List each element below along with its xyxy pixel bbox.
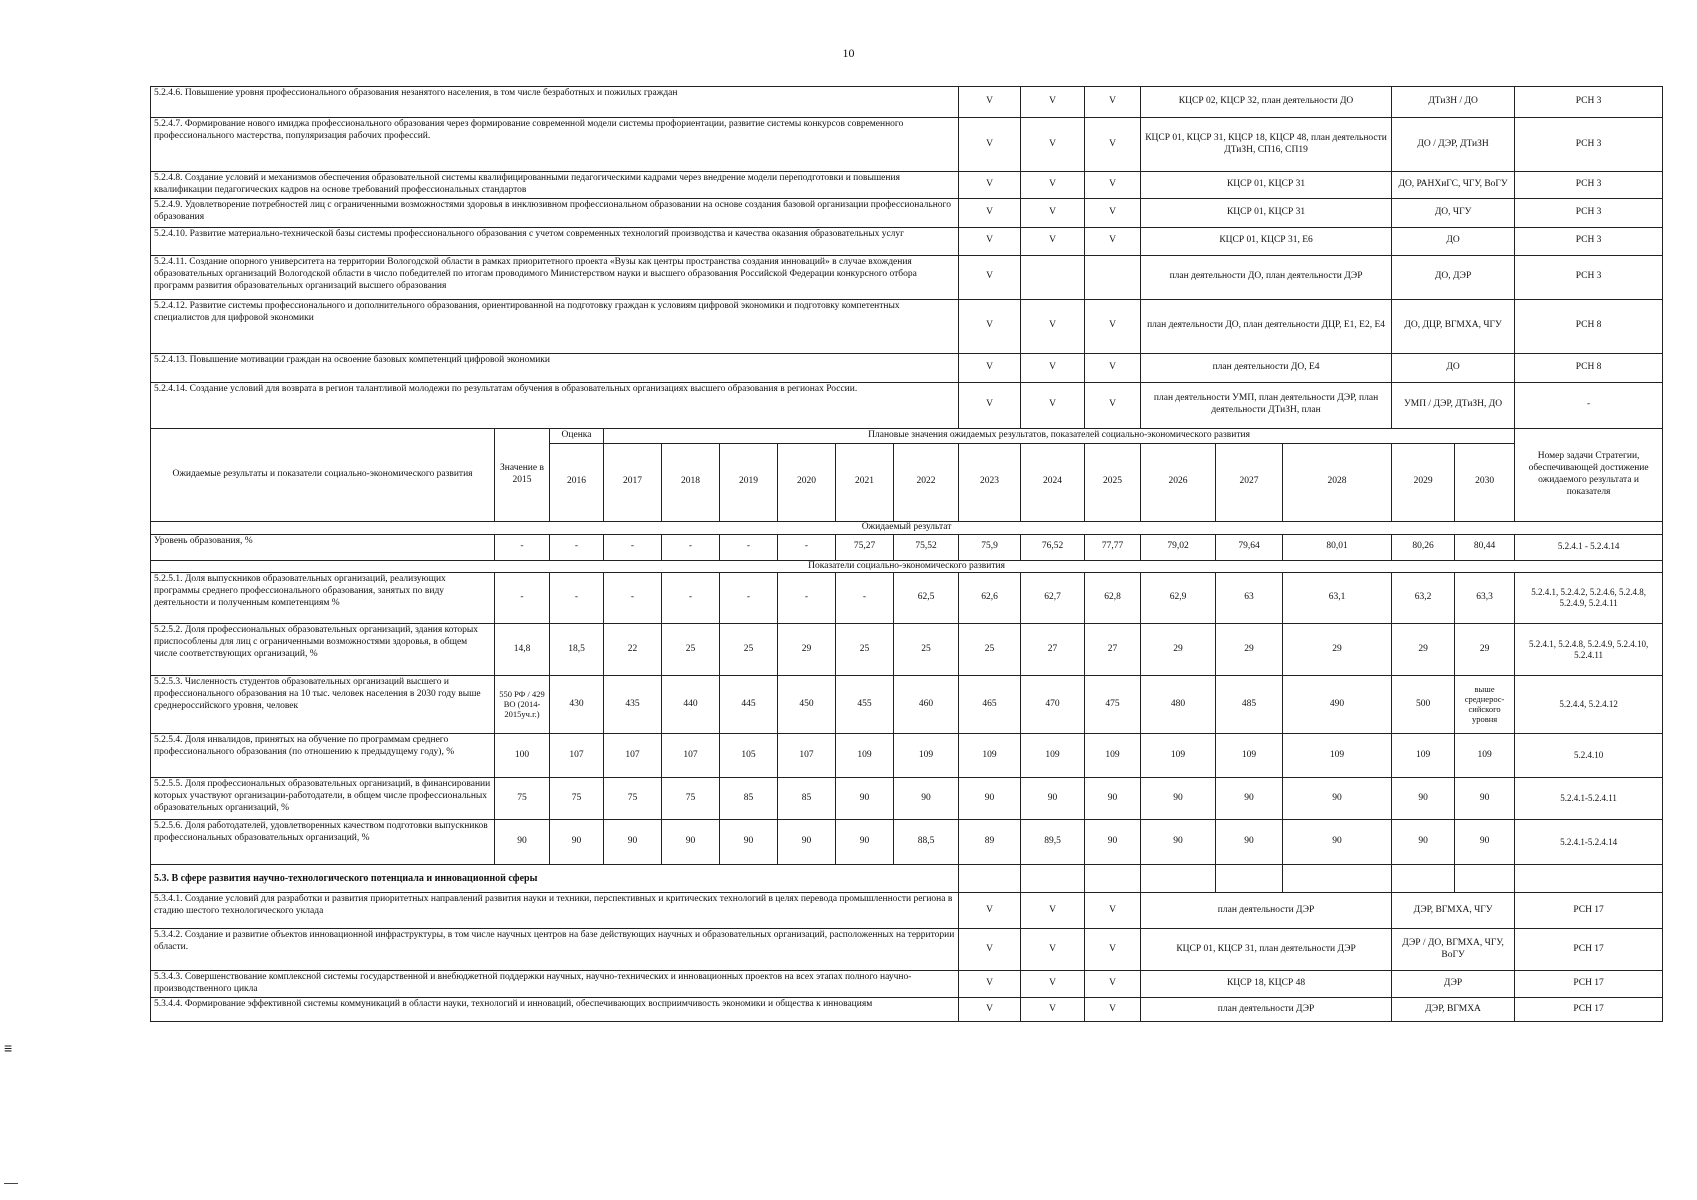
year-header: 2028 [1283, 443, 1392, 521]
indicator-value: 90 [1021, 778, 1085, 820]
period-mark-3: V [1085, 353, 1141, 382]
indicator-name: 5.2.5.4. Доля инвалидов, принятых на обучение по программам среднего профессионального образования (по отношению к предыдущему году), % [151, 734, 495, 778]
indicator-value: 109 [894, 734, 959, 778]
executors: ДО, ДЭР [1392, 255, 1515, 299]
indicator-name: 5.2.5.5. Доля профессиональных образовательных организаций, в финансировании которых участвуют организации-работодатели, в общем числе профессиональных образовательных организаций, % [151, 778, 495, 820]
task-number: РСН 3 [1515, 118, 1663, 172]
period-mark-1: V [959, 87, 1021, 118]
action-text: 5.2.4.7. Формирование нового имиджа профессионального образования через формирование современной модели системы профориентации, развитие системы конкурсов современного профессионального мастерства, популяризация рабочих профессий. [151, 118, 959, 172]
executors: ДЭР [1392, 971, 1515, 998]
actions-block-a [151, 87, 1663, 429]
indicator-value: 550 РФ / 429 ВО (2014-2015уч.г.) [495, 676, 550, 734]
indicator-value: 25 [894, 624, 959, 676]
period-mark-1: V [959, 255, 1021, 299]
indicator-value: 490 [1283, 676, 1392, 734]
indicator-value: 29 [1392, 624, 1455, 676]
indicator-value: 63,3 [1455, 573, 1515, 624]
expected-result-band: Ожидаемый результат [151, 521, 1663, 534]
indicator-value: 109 [1216, 734, 1283, 778]
year-header: 2016 [550, 443, 604, 521]
funding-source: КЦСР 01, КЦСР 31 [1141, 198, 1392, 227]
indicator-name: Уровень образования, % [151, 534, 495, 560]
actions-block-b [151, 893, 1663, 1022]
indicator-value: 25 [662, 624, 720, 676]
indicator-value: 109 [1392, 734, 1455, 778]
margin-mark: ≡ [4, 1040, 13, 1056]
indicator-value: 89 [959, 820, 1021, 865]
indicator-value: 465 [959, 676, 1021, 734]
indicator-value: 62,5 [894, 573, 959, 624]
indicator-value: 460 [894, 676, 959, 734]
task-number: РСН 3 [1515, 198, 1663, 227]
indicator-name: 5.2.5.3. Численность студентов образовательных организаций высшего и профессионального образования на 10 тыс. человек населения в 2030 году выше среднероссийского уровня, человек [151, 676, 495, 734]
action-row [151, 893, 1663, 929]
indicator-value: - [778, 534, 836, 560]
indicator-value: 107 [662, 734, 720, 778]
indicator-value: 105 [720, 734, 778, 778]
indicator-value: 90 [1392, 820, 1455, 865]
indicator-value: 90 [1141, 820, 1216, 865]
executors: ДО / ДЭР, ДТиЗН [1392, 118, 1515, 172]
year-header: 2025 [1085, 443, 1141, 521]
year-header: 2017 [604, 443, 662, 521]
period-mark-3: V [1085, 198, 1141, 227]
funding-source: КЦСР 02, КЦСР 32, план деятельности ДО [1141, 87, 1392, 118]
indicator-value: 76,52 [1021, 534, 1085, 560]
indicator-value: 109 [1141, 734, 1216, 778]
indicator-value: 107 [778, 734, 836, 778]
indicator-row [151, 778, 1663, 820]
action-row [151, 87, 1663, 118]
funding-source: план деятельности УМП, план деятельности ДЭР, план деятельности ДТиЗН, план [1141, 382, 1392, 428]
indicator-task: 5.2.4.1, 5.2.4.2, 5.2.4.6, 5.2.4.8, 5.2.4.9, 5.2.4.11 [1515, 573, 1663, 624]
page-number: 10 [842, 46, 855, 60]
indicator-value: 475 [1085, 676, 1141, 734]
value-2015-header: Значение в 2015 [495, 428, 550, 521]
action-row [151, 382, 1663, 428]
edge-line [4, 1183, 18, 1184]
action-text: 5.2.4.13. Повышение мотивации граждан на освоение базовых компетенций цифровой экономики [151, 353, 959, 382]
estimate-header: Оценка [550, 428, 604, 443]
funding-source: план деятельности ДО, Е4 [1141, 353, 1392, 382]
period-mark-2: V [1021, 971, 1085, 998]
section-row [151, 865, 1663, 893]
period-mark-3: V [1085, 893, 1141, 929]
indicator-value: 90 [720, 820, 778, 865]
action-text: 5.2.4.12. Развитие системы профессионального и дополнительного образования, ориентированной на подготовку граждан к условиям цифровой экономики и подготовку компетентных специалистов для цифровой экономики [151, 299, 959, 353]
indicator-name: 5.2.5.1. Доля выпускников образовательных организаций, реализующих программы среднего профессионального образования, занятых по виду деятельности и полученным компетенциям % [151, 573, 495, 624]
action-text: 5.2.4.8. Создание условий и механизмов обеспечения образовательной системы квалифицированными педагогическими кадрами через внедрение модели переподготовки и повышения квалификации педагогических кадров на основе требований профессиональных стандартов [151, 172, 959, 199]
task-number: - [1515, 382, 1663, 428]
period-mark-2: V [1021, 353, 1085, 382]
indicator-value: 90 [836, 820, 894, 865]
indicator-value: 29 [1141, 624, 1216, 676]
action-row [151, 255, 1663, 299]
period-mark-2: V [1021, 382, 1085, 428]
empty-cell [1141, 865, 1216, 893]
period-mark-2: V [1021, 172, 1085, 199]
planned-header: Плановые значения ожидаемых результатов, показателей социально-экономического развития [604, 428, 1515, 443]
year-header: 2029 [1392, 443, 1455, 521]
indicator-value: выше среднерос-сийского уровня [1455, 676, 1515, 734]
empty-cell [1216, 865, 1283, 893]
indicator-task: 5.2.4.1-5.2.4.14 [1515, 820, 1663, 865]
indicator-value: 109 [1283, 734, 1392, 778]
indicator-value: 75,52 [894, 534, 959, 560]
year-header: 2021 [836, 443, 894, 521]
executors: ДЭР, ВГМХА, ЧГУ [1392, 893, 1515, 929]
indicator-value: 88,5 [894, 820, 959, 865]
period-mark-1: V [959, 118, 1021, 172]
period-mark-1: V [959, 929, 1021, 971]
indicator-value: - [604, 573, 662, 624]
task-number: РСН 3 [1515, 87, 1663, 118]
indicator-value: 63,1 [1283, 573, 1392, 624]
indicator-value: - [778, 573, 836, 624]
executors: ДО [1392, 227, 1515, 255]
indicators-header [151, 428, 1663, 521]
action-row [151, 929, 1663, 971]
indicator-value: 75 [550, 778, 604, 820]
action-row [151, 998, 1663, 1022]
strategy-table [150, 86, 1663, 1022]
indicator-task: 5.2.4.10 [1515, 734, 1663, 778]
expected-result-band-row [151, 521, 1663, 534]
indicator-value: 80,01 [1283, 534, 1392, 560]
task-number: РСН 17 [1515, 893, 1663, 929]
indicators-block [151, 521, 1663, 893]
period-mark-2: V [1021, 893, 1085, 929]
action-text: 5.3.4.2. Создание и развитие объектов инновационной инфраструктуры, в том числе научных центров на базе действующих научных и образовательных организаций, расположенных на территории области. [151, 929, 959, 971]
indicator-value: 29 [1216, 624, 1283, 676]
period-mark-3: V [1085, 998, 1141, 1022]
indicator-value: 470 [1021, 676, 1085, 734]
indicator-value: 75,27 [836, 534, 894, 560]
indicator-value: 14,8 [495, 624, 550, 676]
indicator-value: 109 [1021, 734, 1085, 778]
period-mark-1: V [959, 227, 1021, 255]
year-header: 2019 [720, 443, 778, 521]
action-row [151, 172, 1663, 199]
period-mark-1: V [959, 198, 1021, 227]
indicator-value: 90 [1216, 820, 1283, 865]
indicator-value: 107 [550, 734, 604, 778]
task-header: Номер задачи Стратегии, обеспечивающей достижение ожидаемого результата и показателя [1515, 428, 1663, 521]
period-mark-2: V [1021, 118, 1085, 172]
period-mark-2: V [1021, 87, 1085, 118]
indicator-value: 85 [720, 778, 778, 820]
period-mark-2: V [1021, 299, 1085, 353]
period-mark-1: V [959, 382, 1021, 428]
executors: ДО, ЧГУ [1392, 198, 1515, 227]
empty-cell [1515, 865, 1663, 893]
indicator-value: 25 [836, 624, 894, 676]
indicator-value: 109 [1455, 734, 1515, 778]
year-header: 2026 [1141, 443, 1216, 521]
indicator-value: 62,7 [1021, 573, 1085, 624]
indicator-value: 90 [662, 820, 720, 865]
indicator-task: 5.2.4.1, 5.2.4.8, 5.2.4.9, 5.2.4.10, 5.2.4.11 [1515, 624, 1663, 676]
empty-cell [1392, 865, 1455, 893]
indicator-value: 90 [1283, 820, 1392, 865]
indicator-value: 430 [550, 676, 604, 734]
indicator-value: 75 [495, 778, 550, 820]
action-row [151, 198, 1663, 227]
action-text: 5.2.4.11. Создание опорного университета на территории Вологодской области в рамках приоритетного проекта «Вузы как центры пространства создания инноваций» в случае вхождения образовательных организаций Вологодской области в число победителей по итогам проводимого Министерством науки и высшего образования Российской Федерации конкурсного отбора программ развития образовательных организаций высшего образования [151, 255, 959, 299]
results-header: Ожидаемые результаты и показатели социально-экономического развития [151, 428, 495, 521]
year-header: 2027 [1216, 443, 1283, 521]
action-text: 5.3.4.1. Создание условий для разработки и развития приоритетных направлений развития науки и техники, перспективных и критических технологий в целях перевода промышленности региона в стадию шестого технологического уклада [151, 893, 959, 929]
period-mark-3: V [1085, 929, 1141, 971]
indicator-value: 29 [1455, 624, 1515, 676]
year-header: 2030 [1455, 443, 1515, 521]
period-mark-3 [1085, 255, 1141, 299]
indicator-value: 109 [959, 734, 1021, 778]
indicator-value: 90 [1283, 778, 1392, 820]
indicator-value: 18,5 [550, 624, 604, 676]
indicator-value: 79,02 [1141, 534, 1216, 560]
indicator-value: 90 [1085, 778, 1141, 820]
indicator-value: 485 [1216, 676, 1283, 734]
indicator-value: 90 [495, 820, 550, 865]
indicator-row [151, 734, 1663, 778]
period-mark-3: V [1085, 299, 1141, 353]
task-number: РСН 3 [1515, 227, 1663, 255]
indicator-row [151, 573, 1663, 624]
indicator-value: 75 [604, 778, 662, 820]
indicator-value: 75,9 [959, 534, 1021, 560]
indicator-value: 90 [778, 820, 836, 865]
action-text: 5.2.4.10. Развитие материально-технической базы системы профессионального образования с учетом современных технологий производства и качества оказания образовательных услуг [151, 227, 959, 255]
indicator-value: - [662, 534, 720, 560]
indicator-value: - [550, 573, 604, 624]
indicator-value: 445 [720, 676, 778, 734]
indicator-value: 90 [550, 820, 604, 865]
header-row [151, 428, 1663, 443]
indicator-value: 500 [1392, 676, 1455, 734]
indicator-value: 90 [1455, 778, 1515, 820]
indicator-value: 75 [662, 778, 720, 820]
indicator-value: 22 [604, 624, 662, 676]
executors: ДЭР, ВГМХА [1392, 998, 1515, 1022]
indicator-value: 62,9 [1141, 573, 1216, 624]
indicator-row [151, 820, 1663, 865]
indicator-value: 77,77 [1085, 534, 1141, 560]
section-title: 5.3. В сфере развития научно-технологического потенциала и инновационной сферы [151, 865, 959, 893]
executors: ДО, ДЦР, ВГМХА, ЧГУ [1392, 299, 1515, 353]
indicator-value: 80,26 [1392, 534, 1455, 560]
period-mark-2 [1021, 255, 1085, 299]
period-mark-1: V [959, 998, 1021, 1022]
indicator-value: - [495, 534, 550, 560]
indicator-value: 90 [1216, 778, 1283, 820]
indicators-band-row [151, 560, 1663, 573]
period-mark-3: V [1085, 227, 1141, 255]
empty-cell [1455, 865, 1515, 893]
indicator-name: 5.2.5.2. Доля профессиональных образовательных организаций, здания которых приспособлены для лиц с ограниченными возможностями здоровья, в общем числе соответствующих организаций, % [151, 624, 495, 676]
indicator-value: 62,8 [1085, 573, 1141, 624]
indicator-task: 5.2.4.4, 5.2.4.12 [1515, 676, 1663, 734]
period-mark-1: V [959, 172, 1021, 199]
funding-source: план деятельности ДЭР [1141, 893, 1392, 929]
indicator-task: 5.2.4.1-5.2.4.11 [1515, 778, 1663, 820]
executors: ДО [1392, 353, 1515, 382]
executors: ДО, РАНХиГС, ЧГУ, ВоГУ [1392, 172, 1515, 199]
funding-source: КЦСР 01, КЦСР 31, план деятельности ДЭР [1141, 929, 1392, 971]
period-mark-1: V [959, 299, 1021, 353]
period-mark-3: V [1085, 172, 1141, 199]
action-row [151, 971, 1663, 998]
action-row [151, 299, 1663, 353]
period-mark-2: V [1021, 198, 1085, 227]
indicator-value: 90 [1455, 820, 1515, 865]
executors: ДЭР / ДО, ВГМХА, ЧГУ, ВоГУ [1392, 929, 1515, 971]
indicator-value: 29 [778, 624, 836, 676]
indicator-value: 107 [604, 734, 662, 778]
year-header: 2018 [662, 443, 720, 521]
indicator-value: 109 [836, 734, 894, 778]
task-number: РСН 3 [1515, 255, 1663, 299]
indicator-value: - [662, 573, 720, 624]
empty-cell [1021, 865, 1085, 893]
period-mark-2: V [1021, 929, 1085, 971]
indicator-value: - [495, 573, 550, 624]
indicator-value: - [720, 573, 778, 624]
period-mark-3: V [1085, 382, 1141, 428]
period-mark-1: V [959, 893, 1021, 929]
task-number: РСН 17 [1515, 929, 1663, 971]
action-row [151, 227, 1663, 255]
indicator-value: 85 [778, 778, 836, 820]
indicator-value: - [836, 573, 894, 624]
indicator-task: 5.2.4.1 - 5.2.4.14 [1515, 534, 1663, 560]
indicators-band: Показатели социально-экономического развития [151, 560, 1663, 573]
task-number: РСН 3 [1515, 172, 1663, 199]
indicator-value: 90 [1141, 778, 1216, 820]
empty-cell [959, 865, 1021, 893]
executors: УМП / ДЭР, ДТиЗН, ДО [1392, 382, 1515, 428]
period-mark-2: V [1021, 227, 1085, 255]
empty-cell [1085, 865, 1141, 893]
period-mark-1: V [959, 353, 1021, 382]
indicator-value: 25 [959, 624, 1021, 676]
period-mark-3: V [1085, 971, 1141, 998]
task-number: РСН 8 [1515, 299, 1663, 353]
indicator-value: 455 [836, 676, 894, 734]
funding-source: КЦСР 01, КЦСР 31, КЦСР 18, КЦСР 48, план деятельности ДТиЗН, СП16, СП19 [1141, 118, 1392, 172]
action-text: 5.3.4.4. Формирование эффективной системы коммуникаций в области науки, технологий и инноваций, обеспечивающих восприимчивость экономики и общества к инновациям [151, 998, 959, 1022]
indicator-value: 480 [1141, 676, 1216, 734]
indicator-value: 90 [959, 778, 1021, 820]
funding-source: КЦСР 01, КЦСР 31 [1141, 172, 1392, 199]
indicator-row [151, 534, 1663, 560]
indicator-value: 79,64 [1216, 534, 1283, 560]
year-header: 2024 [1021, 443, 1085, 521]
funding-source: план деятельности ДО, план деятельности ДЭР [1141, 255, 1392, 299]
executors: ДТиЗН / ДО [1392, 87, 1515, 118]
indicator-value: 90 [1085, 820, 1141, 865]
action-row [151, 353, 1663, 382]
indicator-row [151, 624, 1663, 676]
action-text: 5.2.4.14. Создание условий для возврата в регион талантливой молодежи по результатам обучения в образовательных организациях высшего образования в регионах России. [151, 382, 959, 428]
task-number: РСН 8 [1515, 353, 1663, 382]
indicator-value: - [604, 534, 662, 560]
period-mark-3: V [1085, 87, 1141, 118]
action-text: 5.2.4.6. Повышение уровня профессионального образования незанятого населения, в том числе безработных и пожилых граждан [151, 87, 959, 118]
funding-source: план деятельности ДЭР [1141, 998, 1392, 1022]
period-mark-3: V [1085, 118, 1141, 172]
indicator-value: 63,2 [1392, 573, 1455, 624]
indicator-value: 90 [894, 778, 959, 820]
indicator-value: 435 [604, 676, 662, 734]
indicator-row [151, 676, 1663, 734]
indicator-value: 27 [1021, 624, 1085, 676]
indicator-value: 90 [604, 820, 662, 865]
year-header: 2020 [778, 443, 836, 521]
task-number: РСН 17 [1515, 998, 1663, 1022]
indicator-value: 109 [1085, 734, 1141, 778]
year-header: 2023 [959, 443, 1021, 521]
task-number: РСН 17 [1515, 971, 1663, 998]
indicator-value: 25 [720, 624, 778, 676]
indicator-value: 100 [495, 734, 550, 778]
indicator-value: 63 [1216, 573, 1283, 624]
action-row [151, 118, 1663, 172]
indicator-value: 80,44 [1455, 534, 1515, 560]
indicator-value: - [720, 534, 778, 560]
indicator-value: 440 [662, 676, 720, 734]
period-mark-1: V [959, 971, 1021, 998]
indicator-value: 90 [1392, 778, 1455, 820]
indicator-value: 90 [836, 778, 894, 820]
indicator-value: 29 [1283, 624, 1392, 676]
year-header: 2022 [894, 443, 959, 521]
funding-source: КЦСР 18, КЦСР 48 [1141, 971, 1392, 998]
empty-cell [1283, 865, 1392, 893]
action-text: 5.2.4.9. Удовлетворение потребностей лиц с ограниченными возможностями здоровья в инклюзивном профессиональном образовании на основе создания базовой организации профессионального образования [151, 198, 959, 227]
action-text: 5.3.4.3. Совершенствование комплексной системы государственной и внебюджетной поддержки научных, научно-технических и инновационных проектов на всех этапах полного научно-производственного цикла [151, 971, 959, 998]
indicator-value: 450 [778, 676, 836, 734]
indicator-value: 89,5 [1021, 820, 1085, 865]
period-mark-2: V [1021, 998, 1085, 1022]
indicator-value: - [550, 534, 604, 560]
indicator-value: 27 [1085, 624, 1141, 676]
funding-source: КЦСР 01, КЦСР 31, Е6 [1141, 227, 1392, 255]
funding-source: план деятельности ДО, план деятельности ДЦР, Е1, Е2, Е4 [1141, 299, 1392, 353]
indicator-value: 62,6 [959, 573, 1021, 624]
indicator-name: 5.2.5.6. Доля работодателей, удовлетворенных качеством подготовки выпускников профессиональных образовательных организаций, % [151, 820, 495, 865]
